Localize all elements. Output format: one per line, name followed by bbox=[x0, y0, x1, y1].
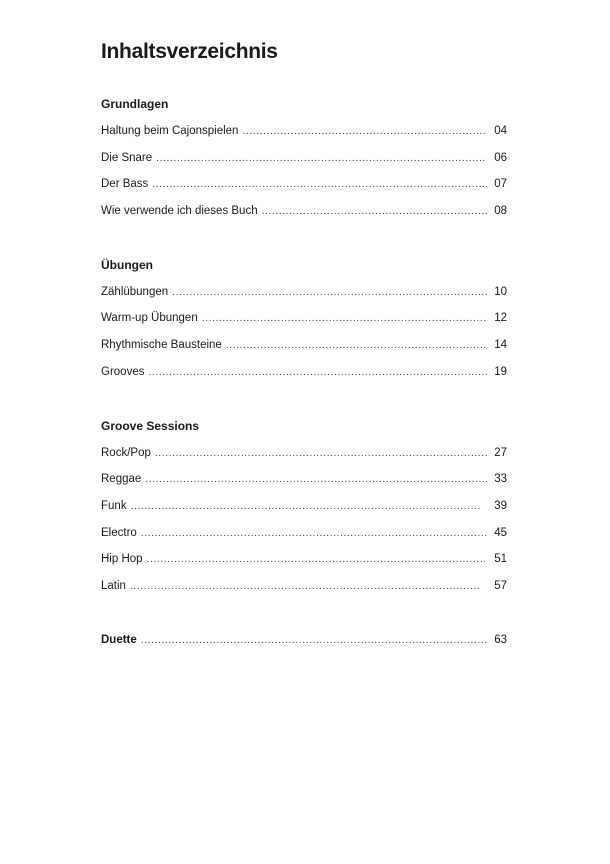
toc-entry[interactable] bbox=[101, 174, 507, 201]
section-grundlagen bbox=[101, 94, 507, 228]
entry-label: Der Bass bbox=[101, 178, 149, 191]
entry-label: Warm-up Übungen bbox=[101, 312, 198, 325]
entry-page-number: 08 bbox=[494, 205, 507, 218]
toc-entry[interactable] bbox=[101, 362, 507, 389]
entry-label: Zählübungen bbox=[101, 285, 169, 298]
dot-leader bbox=[147, 549, 487, 569]
entry-page-number: 27 bbox=[494, 446, 507, 459]
toc-entry[interactable] bbox=[101, 308, 507, 335]
entry-label: Hip Hop bbox=[101, 553, 143, 566]
toc-entry[interactable] bbox=[101, 549, 507, 576]
toc-entry[interactable] bbox=[101, 148, 507, 175]
entry-label: Electro bbox=[101, 526, 137, 539]
table-of-contents bbox=[101, 94, 507, 656]
dot-leader bbox=[262, 201, 487, 221]
toc-entry[interactable] bbox=[101, 523, 507, 550]
dot-leader bbox=[152, 174, 487, 194]
entry-label: Rock/Pop bbox=[101, 446, 151, 459]
toc-entry[interactable] bbox=[101, 469, 507, 496]
entry-label: Duette bbox=[101, 633, 137, 646]
dot-leader bbox=[141, 523, 487, 543]
entry-page-number: 19 bbox=[494, 365, 507, 378]
dot-leader bbox=[172, 282, 487, 302]
section-uebungen bbox=[101, 255, 507, 389]
entry-page-number: 10 bbox=[494, 285, 507, 298]
entry-label: Reggae bbox=[101, 473, 142, 486]
entry-page-number: 06 bbox=[494, 151, 507, 164]
section-title: Grundlagen bbox=[101, 97, 169, 111]
entry-page-number: 51 bbox=[494, 553, 507, 566]
entry-page-number: 07 bbox=[494, 178, 507, 191]
dot-leader bbox=[148, 362, 487, 382]
toc-entry[interactable] bbox=[101, 201, 507, 228]
toc-entry[interactable] bbox=[101, 443, 507, 470]
toc-entry[interactable] bbox=[101, 282, 507, 309]
dot-leader bbox=[141, 630, 487, 650]
toc-entry[interactable] bbox=[101, 121, 507, 148]
section-title: Groove Sessions bbox=[101, 418, 200, 433]
entry-label: Latin bbox=[101, 579, 126, 592]
entry-page-number: 63 bbox=[494, 633, 507, 646]
toc-entry[interactable] bbox=[101, 335, 507, 362]
toc-entry[interactable] bbox=[101, 576, 507, 603]
dot-leader bbox=[145, 469, 487, 489]
entry-page-number: 12 bbox=[494, 312, 507, 325]
section-title: Übungen bbox=[101, 257, 153, 272]
entry-page-number: 04 bbox=[494, 125, 507, 137]
entry-label: Grooves bbox=[101, 365, 145, 378]
section-groove-sessions bbox=[101, 416, 507, 603]
dot-leader bbox=[130, 576, 487, 596]
page-title: Inhaltsverzeichnis bbox=[101, 40, 278, 63]
entry-page-number: 57 bbox=[494, 579, 507, 592]
entry-label: Wie verwende ich dieses Buch bbox=[101, 205, 258, 218]
entry-page-number: 39 bbox=[494, 499, 507, 512]
toc-entry[interactable] bbox=[101, 496, 507, 523]
dot-leader bbox=[202, 308, 487, 328]
dot-leader bbox=[131, 496, 487, 516]
entry-label: Die Snare bbox=[101, 151, 153, 164]
entry-page-number: 14 bbox=[494, 339, 507, 352]
entry-label: Haltung beim Cajonspielen bbox=[101, 125, 239, 137]
dot-leader bbox=[155, 443, 487, 463]
entry-page-number: 45 bbox=[494, 526, 507, 539]
entry-label: Rhythmische Bausteine bbox=[101, 339, 222, 352]
dot-leader bbox=[156, 148, 487, 168]
entry-label: Funk bbox=[101, 499, 127, 512]
entry-page-number: 33 bbox=[494, 473, 507, 486]
dot-leader bbox=[226, 335, 487, 355]
dot-leader bbox=[242, 121, 487, 141]
toc-entry-duette[interactable] bbox=[101, 630, 507, 657]
